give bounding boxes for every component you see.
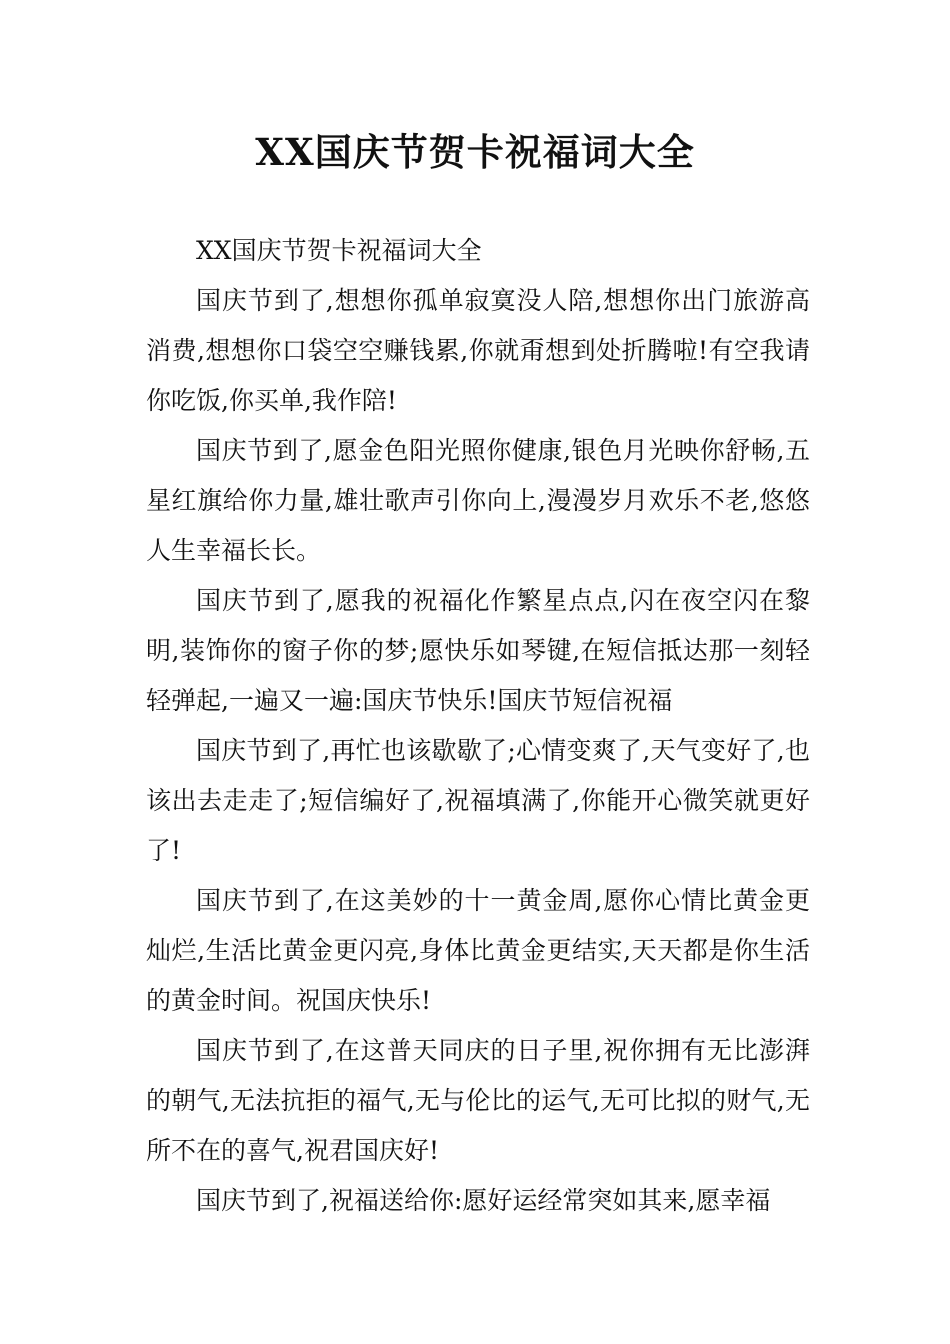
paragraph-3: 国庆节到了,愿我的祝福化作繁星点点,闪在夜空闪在黎明,装饰你的窗子你的梦;愿快乐如琴键,在短信抵达那一刻轻轻弹起,一遍又一遍:国庆节快乐!国庆节短信祝福 — [146, 586, 810, 715]
document-subtitle: XX国庆节贺卡祝福词大全 — [196, 236, 482, 265]
document-body — [146, 226, 810, 1226]
paragraph-4: 国庆节到了,再忙也该歇歇了;心情变爽了,天气变好了,也该出去走走了;短信编好了,祝福填满了,你能开心微笑就更好了! — [146, 736, 810, 865]
document-title: XX国庆节贺卡祝福词大全 — [255, 130, 695, 174]
paragraph-1: 国庆节到了,想想你孤单寂寞没人陪,想想你出门旅游高消费,想想你口袋空空赚钱累,你就甭想到处折腾啦!有空我请你吃饭,你买单,我作陪! — [146, 286, 810, 415]
paragraph-7: 国庆节到了,祝福送给你:愿好运经常突如其来,愿幸福 — [196, 1186, 771, 1215]
paragraph-5: 国庆节到了,在这美妙的十一黄金周,愿你心情比黄金更灿烂,生活比黄金更闪亮,身体比黄金更结实,天天都是你生活的黄金时间。祝国庆快乐! — [146, 886, 810, 1015]
paragraph-6: 国庆节到了,在这普天同庆的日子里,祝你拥有无比澎湃的朝气,无法抗拒的福气,无与伦比的运气,无可比拟的财气,无所不在的喜气,祝君国庆好! — [146, 1036, 810, 1165]
paragraph-2: 国庆节到了,愿金色阳光照你健康,银色月光映你舒畅,五星红旗给你力量,雄壮歌声引你向上,漫漫岁月欢乐不老,悠悠人生幸福长长。 — [146, 436, 810, 565]
